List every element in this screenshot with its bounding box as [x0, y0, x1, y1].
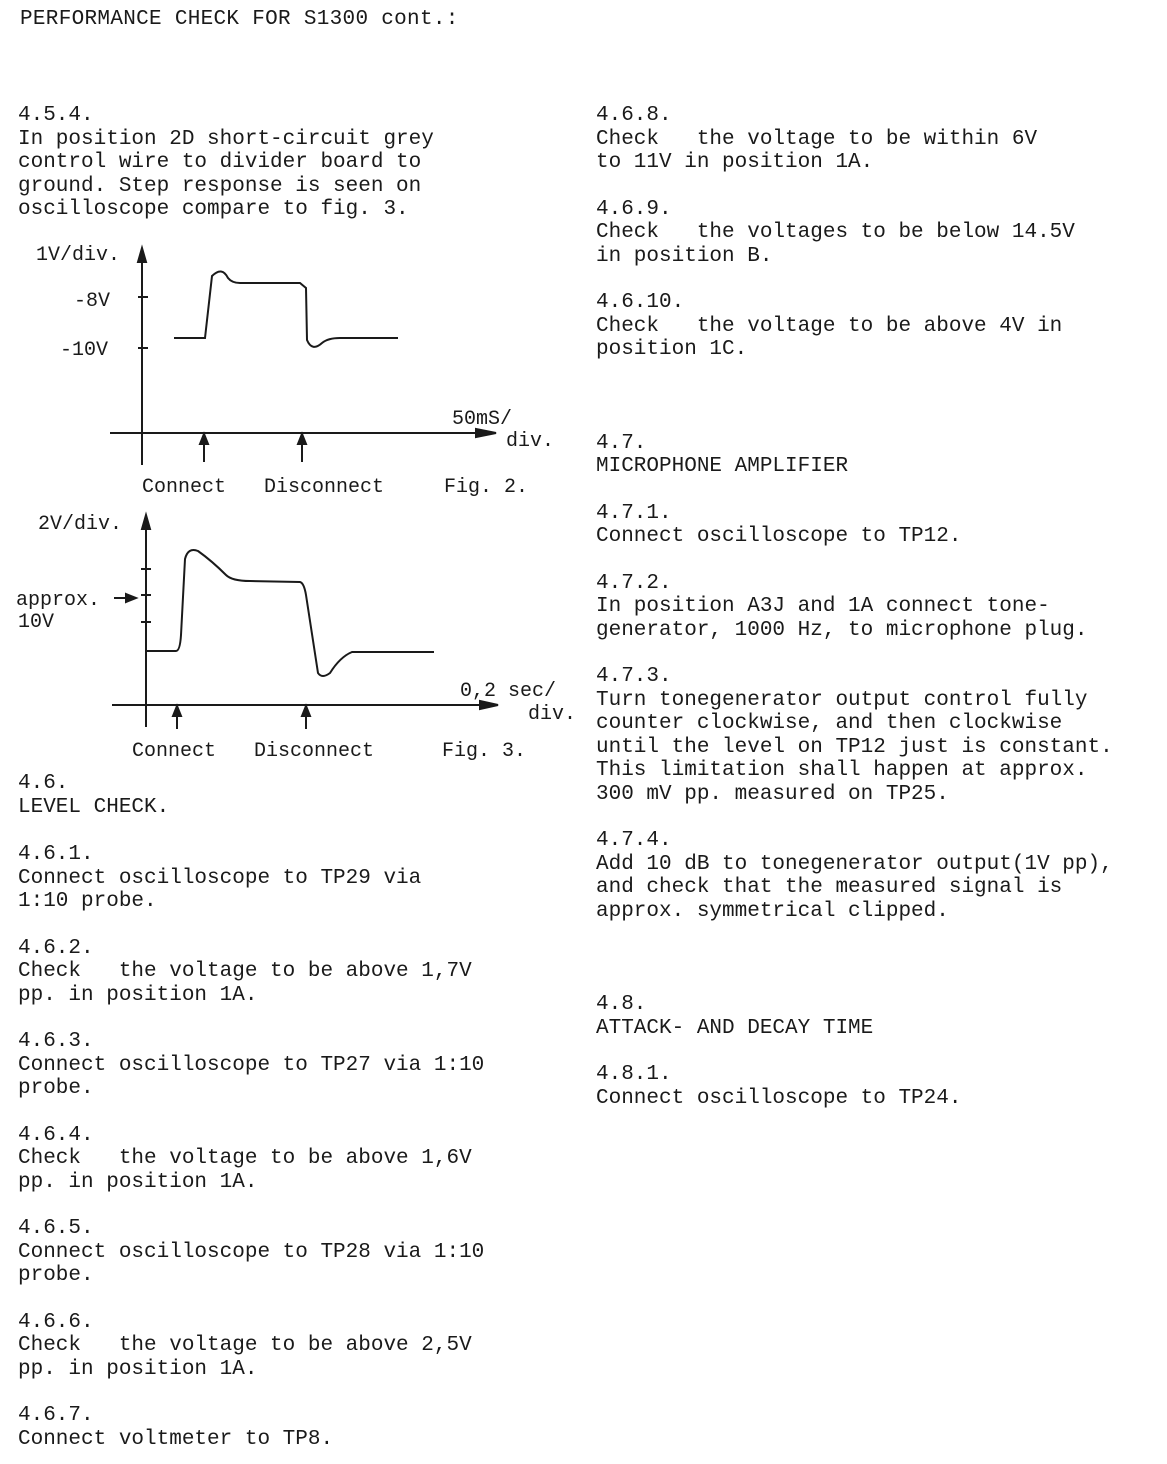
approx-label-2: 10V	[18, 611, 55, 634]
y-axis-arrow	[138, 248, 146, 262]
section-4-6-3	[18, 1030, 558, 1101]
figure-2	[0, 230, 580, 510]
page-title: PERFORMANCE CHECK FOR S1300 cont.:	[20, 8, 459, 31]
section-number: 4.6.10.	[596, 291, 685, 314]
section-number: 4.6.1.	[18, 843, 94, 866]
section-number: 4.7.3.	[596, 665, 672, 688]
section-4-8	[596, 993, 1161, 1040]
section-text: In position A3J and 1A connect tone- generator, 1000 Hz, to microphone plug.	[596, 595, 1088, 642]
section-number: 4.6.9.	[596, 197, 672, 221]
connect-label: Connect	[132, 740, 217, 763]
section-number: 4.6.4.	[18, 1123, 94, 1147]
section-text: Check the voltage to be above 1,7V pp. in position 1A.	[18, 960, 472, 1007]
section-4-7-2	[596, 572, 1161, 643]
figure-2-drawing	[0, 230, 580, 505]
section-4-6-4	[18, 1124, 558, 1195]
section-number: 4.6.3.	[18, 1030, 94, 1053]
y-axis-label: 2V/div.	[38, 513, 123, 536]
figure-caption: Fig. 2.	[444, 476, 529, 499]
disconnect-marker-arrow	[302, 706, 310, 716]
section-4-6-5	[18, 1217, 558, 1288]
section-4-6-2	[18, 937, 558, 1008]
section-text: Check the voltage to be above 1,6V pp. in position 1A.	[18, 1147, 472, 1194]
section-text: MICROPHONE AMPLIFIER	[596, 455, 849, 478]
x-axis-label-1: 50mS/	[452, 408, 513, 431]
disconnect-label: Disconnect	[264, 476, 385, 499]
section-4-7-3	[596, 665, 1161, 806]
figure-caption: Fig. 3.	[442, 740, 527, 763]
connect-label: Connect	[142, 476, 227, 499]
section-number: 4.6.7.	[18, 1404, 94, 1427]
y-axis-arrow	[142, 515, 150, 529]
connect-marker-arrow	[200, 434, 208, 444]
approx-arrow-head	[126, 594, 136, 602]
disconnect-label: Disconnect	[254, 740, 375, 763]
section-number: 4.8.1.	[596, 1063, 672, 1086]
section-text: Connect oscilloscope to TP27 via 1:10 probe.	[18, 1053, 485, 1100]
waveform	[174, 271, 398, 346]
right-column	[596, 104, 1161, 1110]
section-text: Add 10 dB to tonegenerator output(1V pp), and check that the measured signal is approx. symmetrical clipped.	[596, 852, 1113, 923]
section-number: 4.7.1.	[596, 501, 672, 525]
section-4-7-1	[596, 502, 1161, 549]
section-text: Connect voltmeter to TP8.	[18, 1427, 334, 1451]
section-text: Check the voltage to be above 2,5V pp. in position 1A.	[18, 1334, 472, 1381]
x-axis-label-2: div.	[528, 703, 577, 726]
section-text: LEVEL CHECK.	[18, 795, 170, 819]
section-text: Connect oscilloscope to TP12.	[596, 525, 962, 548]
left-column-top	[18, 104, 558, 222]
section-number: 4.8.	[596, 993, 647, 1016]
left-column-bottom	[18, 772, 558, 1451]
section-number: 4.6.5.	[18, 1217, 94, 1240]
section-4-6-9	[596, 198, 1161, 269]
section-4-6	[18, 772, 558, 819]
section-text: Connect oscilloscope to TP29 via 1:10 probe.	[18, 866, 422, 913]
section-text: Check the voltages to be below 14.5V in position B.	[596, 221, 1075, 268]
section-text: Check the voltage to be above 4V in position 1C.	[596, 314, 1063, 361]
approx-label-1: approx.	[16, 589, 101, 612]
disconnect-marker-arrow	[298, 434, 306, 444]
section-4-6-1	[18, 843, 558, 914]
section-text: In position 2D short-circuit grey control wire to divider board to ground. Step response is seen on oscilloscope compare to fig. 3.	[18, 127, 434, 221]
section-number: 4.7.2.	[596, 571, 672, 595]
section-4-7	[596, 432, 1161, 479]
section-4-8-1	[596, 1063, 1161, 1110]
section-number: 4.6.	[18, 772, 69, 795]
section-number: 4.5.4.	[18, 104, 94, 127]
y-axis-label: 1V/div.	[36, 244, 121, 267]
section-4-7-4	[596, 829, 1161, 923]
section-number: 4.6.2.	[18, 936, 94, 960]
figure-3-drawing	[0, 505, 580, 767]
tick-label-lo: -10V	[60, 339, 109, 362]
section-text: Check the voltage to be within 6V to 11V in position 1A.	[596, 127, 1038, 174]
tick-label-hi: -8V	[74, 290, 111, 313]
connect-marker-arrow	[173, 706, 181, 716]
section-text: Connect oscilloscope to TP28 via 1:10 probe.	[18, 1240, 485, 1287]
section-4-5-4	[18, 104, 558, 222]
section-text: Connect oscilloscope to TP24.	[596, 1086, 962, 1110]
section-4-6-10	[596, 291, 1161, 362]
section-text: Turn tonegenerator output control fully counter clockwise, and then clockwise until the level on TP12 just is constant. This limitation shall happen at approx. 300 mV pp. measured on TP25.	[596, 688, 1113, 806]
section-number: 4.7.	[596, 431, 647, 455]
x-axis-label-2: div.	[506, 430, 555, 453]
waveform	[146, 550, 434, 676]
section-number: 4.6.8.	[596, 104, 672, 127]
section-4-6-7	[18, 1404, 558, 1451]
section-number: 4.7.4.	[596, 829, 672, 852]
section-text: ATTACK- AND DECAY TIME	[596, 1016, 874, 1040]
figure-3	[0, 505, 580, 772]
section-4-6-8	[596, 104, 1161, 175]
section-number: 4.6.6.	[18, 1310, 94, 1334]
section-4-6-6	[18, 1311, 558, 1382]
x-axis-label-1: 0,2 sec/	[460, 680, 557, 703]
